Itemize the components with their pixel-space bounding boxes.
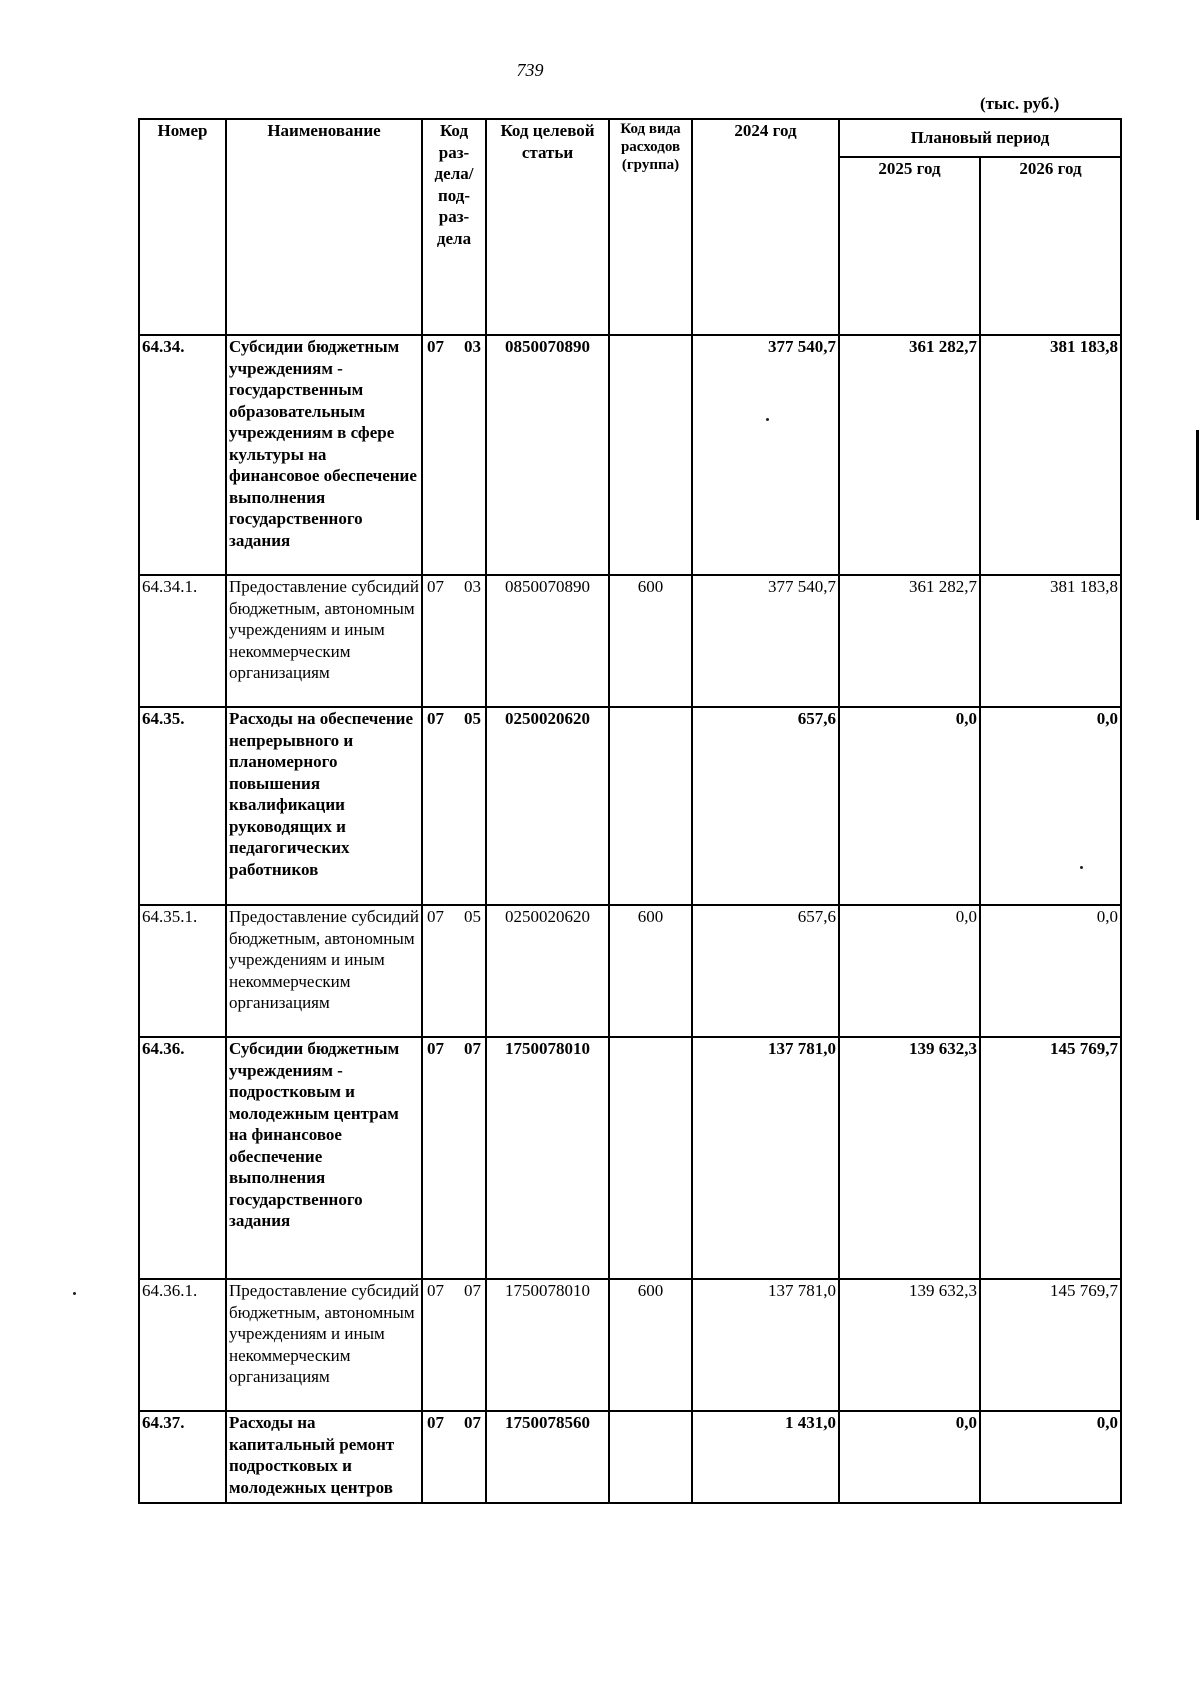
row-section-code — [422, 1411, 486, 1503]
row-amount-2026: 145 769,7 — [980, 1279, 1121, 1411]
row-expense-type — [609, 335, 692, 575]
scan-artifact — [766, 418, 769, 421]
table-row — [139, 905, 1121, 1037]
section-code: 07 — [427, 577, 444, 596]
row-number: 64.34. — [139, 335, 226, 575]
table-row — [139, 575, 1121, 707]
row-section-code — [422, 575, 486, 707]
scan-edge-line — [1196, 430, 1199, 520]
row-target-code: 0250020620 — [486, 905, 609, 1037]
row-number: 64.37. — [139, 1411, 226, 1503]
row-number: 64.34.1. — [139, 575, 226, 707]
row-amount-2025: 139 632,3 — [839, 1037, 980, 1279]
row-amount-2025: 0,0 — [839, 905, 980, 1037]
subsection-code: 07 — [464, 1039, 481, 1058]
header-year-2026: 2026 год — [980, 157, 1121, 335]
row-amount-2026: 381 183,8 — [980, 575, 1121, 707]
section-code: 07 — [427, 1039, 444, 1058]
row-number: 64.35.1. — [139, 905, 226, 1037]
row-amount-2024: 137 781,0 — [692, 1037, 839, 1279]
row-number: 64.36.1. — [139, 1279, 226, 1411]
section-code-pair — [425, 576, 483, 598]
header-name: Наименование — [226, 119, 422, 335]
row-section-code — [422, 1037, 486, 1279]
budget-table — [138, 118, 1122, 1504]
row-name: Субсидии бюджетным учреждениям - государственным образовательным учреждениям в сфере культуры на финансовое обеспечение выполнения государственного задания — [226, 335, 422, 575]
row-name: Расходы на капитальный ремонт подростковых и молодежных центров — [226, 1411, 422, 1503]
row-amount-2025: 139 632,3 — [839, 1279, 980, 1411]
section-code: 07 — [427, 337, 444, 356]
row-number: 64.35. — [139, 707, 226, 905]
subsection-code: 07 — [464, 1413, 481, 1432]
row-name: Расходы на обеспечение непрерывного и планомерного повышения квалификации руководящих и педагогических работников — [226, 707, 422, 905]
table-row — [139, 1279, 1121, 1411]
row-expense-type — [609, 707, 692, 905]
row-amount-2026: 381 183,8 — [980, 335, 1121, 575]
row-number: 64.36. — [139, 1037, 226, 1279]
row-amount-2025: 0,0 — [839, 1411, 980, 1503]
row-target-code: 0850070890 — [486, 335, 609, 575]
row-amount-2024: 377 540,7 — [692, 335, 839, 575]
page-number: 739 — [516, 60, 544, 80]
row-amount-2024: 377 540,7 — [692, 575, 839, 707]
header-number: Номер — [139, 119, 226, 335]
row-section-code — [422, 905, 486, 1037]
row-amount-2026: 0,0 — [980, 707, 1121, 905]
row-target-code: 0250020620 — [486, 707, 609, 905]
section-code: 07 — [427, 709, 444, 728]
section-code-pair — [425, 1412, 483, 1434]
section-code: 07 — [427, 1413, 444, 1432]
row-expense-type: 600 — [609, 575, 692, 707]
scan-artifact — [1080, 866, 1083, 869]
row-amount-2026: 0,0 — [980, 905, 1121, 1037]
scan-artifact — [73, 1292, 76, 1295]
table-row — [139, 335, 1121, 575]
row-expense-type: 600 — [609, 905, 692, 1037]
row-amount-2024: 1 431,0 — [692, 1411, 839, 1503]
row-name: Предоставление субсидий бюджетным, автономным учреждениям и иным некоммерческим организациям — [226, 575, 422, 707]
row-name: Предоставление субсидий бюджетным, автономным учреждениям и иным некоммерческим организациям — [226, 1279, 422, 1411]
table-row — [139, 707, 1121, 905]
row-amount-2024: 657,6 — [692, 905, 839, 1037]
header-planned-period: Плановый период — [839, 119, 1121, 157]
header-section-code: Код раз-дела/ под-раз-дела — [422, 119, 486, 335]
row-expense-type — [609, 1411, 692, 1503]
row-amount-2026: 145 769,7 — [980, 1037, 1121, 1279]
table-row — [139, 1037, 1121, 1279]
section-code-pair — [425, 1038, 483, 1060]
row-name: Предоставление субсидий бюджетным, автономным учреждениям и иным некоммерческим организациям — [226, 905, 422, 1037]
table-row — [139, 1411, 1121, 1503]
units-label: (тыс. руб.) — [980, 94, 1060, 113]
subsection-code: 05 — [464, 709, 481, 728]
row-target-code: 1750078560 — [486, 1411, 609, 1503]
section-code-pair — [425, 708, 483, 730]
header-target-code: Код целевой статьи — [486, 119, 609, 335]
header-year-2024: 2024 год — [692, 119, 839, 335]
row-amount-2025: 0,0 — [839, 707, 980, 905]
subsection-code: 03 — [464, 577, 481, 596]
row-target-code: 1750078010 — [486, 1037, 609, 1279]
subsection-code: 05 — [464, 907, 481, 926]
row-name: Субсидии бюджетным учреждениям - подростковым и молодежным центрам на финансовое обеспечение выполнения государственного задания — [226, 1037, 422, 1279]
row-expense-type — [609, 1037, 692, 1279]
row-section-code — [422, 707, 486, 905]
row-section-code — [422, 1279, 486, 1411]
subsection-code: 03 — [464, 337, 481, 356]
section-code: 07 — [427, 907, 444, 926]
row-amount-2024: 137 781,0 — [692, 1279, 839, 1411]
row-amount-2025: 361 282,7 — [839, 575, 980, 707]
section-code-pair — [425, 1280, 483, 1302]
row-target-code: 0850070890 — [486, 575, 609, 707]
header-year-2025: 2025 год — [839, 157, 980, 335]
subsection-code: 07 — [464, 1281, 481, 1300]
row-amount-2024: 657,6 — [692, 707, 839, 905]
section-code: 07 — [427, 1281, 444, 1300]
row-target-code: 1750078010 — [486, 1279, 609, 1411]
row-amount-2026: 0,0 — [980, 1411, 1121, 1503]
header-expense-type: Код вида расходов (группа) — [609, 119, 692, 335]
row-section-code — [422, 335, 486, 575]
row-amount-2025: 361 282,7 — [839, 335, 980, 575]
section-code-pair — [425, 906, 483, 928]
section-code-pair — [425, 336, 483, 358]
row-expense-type: 600 — [609, 1279, 692, 1411]
